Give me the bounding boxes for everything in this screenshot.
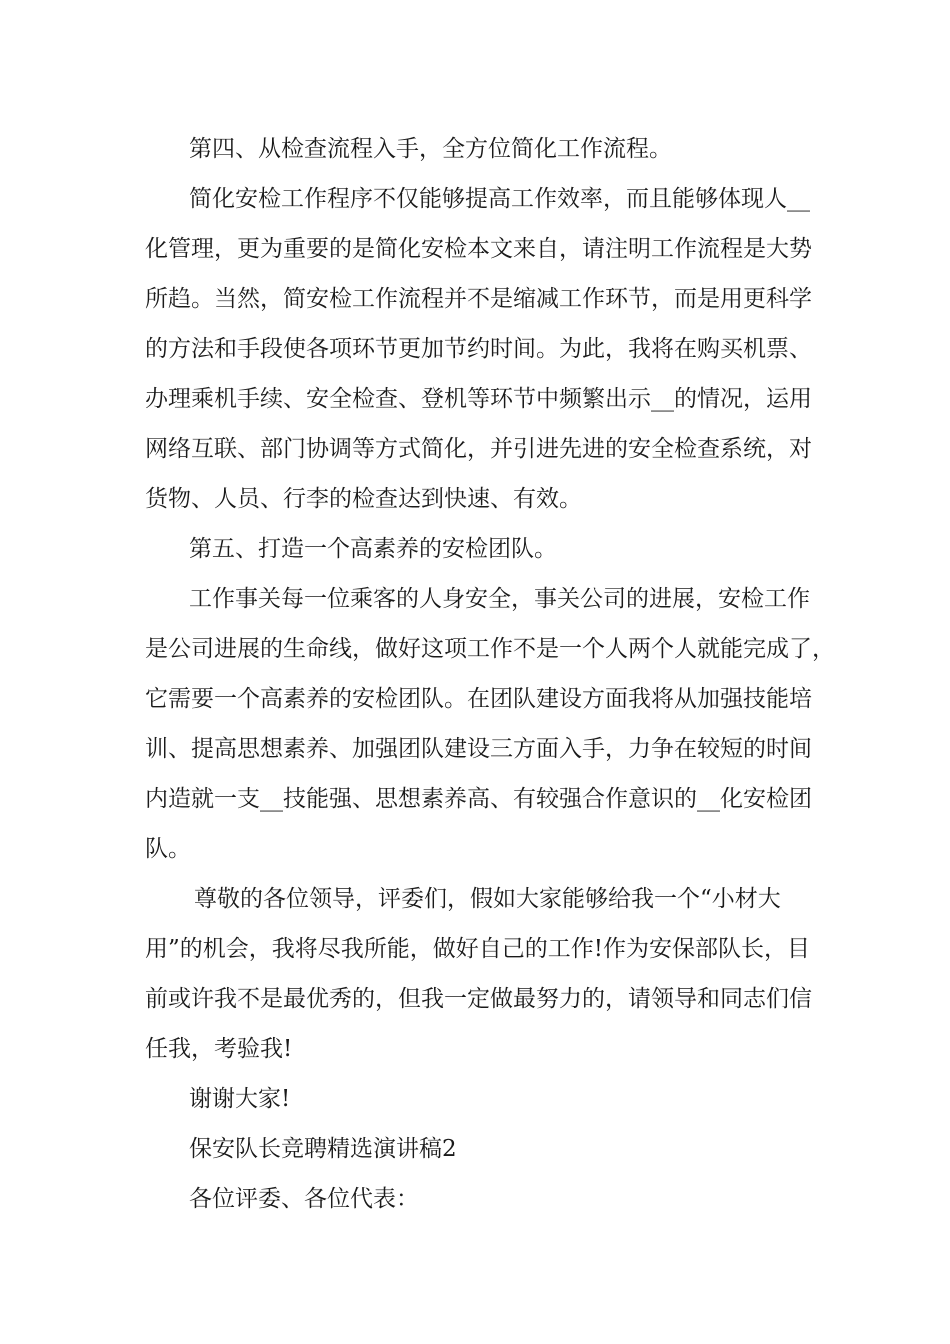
paragraph-line: 所趋。当然，简安检工作流程并不是缩减工作环节，而是用更科学 xyxy=(145,286,812,312)
paragraph-line: 的方法和手段使各项环节更加节约时间。为此，我将在购买机票、 xyxy=(145,336,812,362)
paragraph-line: 办理乘机手续、安全检查、登机等环节中频繁出示__的情况，运用 xyxy=(145,386,812,412)
paragraph-line: 前或许我不是最优秀的，但我一定做最努力的，请领导和同志们信 xyxy=(145,986,812,1012)
paragraph-line: 是公司进展的生命线，做好这项工作不是一个人两个人就能完成了， xyxy=(145,636,835,662)
paragraph-line: 队。 xyxy=(145,836,191,862)
paragraph-line: 它需要一个高素养的安检团队。在团队建设方面我将从加强技能培 xyxy=(145,686,812,712)
paragraph-line: 货物、人员、行李的检查达到快速、有效。 xyxy=(145,486,582,512)
salutation-line: 各位评委、各位代表： xyxy=(189,1186,419,1212)
paragraph-line: 训、提高思想素养、加强团队建设三方面入手，力争在较短的时间 xyxy=(145,736,812,762)
heading-step-four: 第四、从检查流程入手，全方位简化工作流程。 xyxy=(189,136,672,162)
paragraph-line: 尊敬的各位领导，评委们，假如大家能够给我一个“小材大 xyxy=(194,886,781,912)
section-title: 保安队长竞聘精选演讲稿2 xyxy=(189,1136,457,1162)
paragraph-line: 网络互联、部门协调等方式简化，并引进先进的安全检查系统，对 xyxy=(145,436,812,462)
paragraph-line: 内造就一支__技能强、思想素养高、有较强合作意识的__化安检团 xyxy=(145,786,812,812)
heading-step-five: 第五、打造一个高素养的安检团队。 xyxy=(189,536,557,562)
paragraph-line: 简化安检工作程序不仅能够提高工作效率，而且能够体现人__ xyxy=(189,186,810,212)
paragraph-line: 工作事关每一位乘客的人身安全，事关公司的进展，安检工作 xyxy=(189,586,810,612)
paragraph-line: 用”的机会，我将尽我所能，做好自己的工作!作为安保部队长，目 xyxy=(145,936,811,962)
paragraph-line: 任我，考验我! xyxy=(145,1036,293,1062)
paragraph-line: 化管理，更为重要的是简化安检本文来自，请注明工作流程是大势 xyxy=(145,236,812,262)
thanks-line: 谢谢大家! xyxy=(189,1086,291,1112)
